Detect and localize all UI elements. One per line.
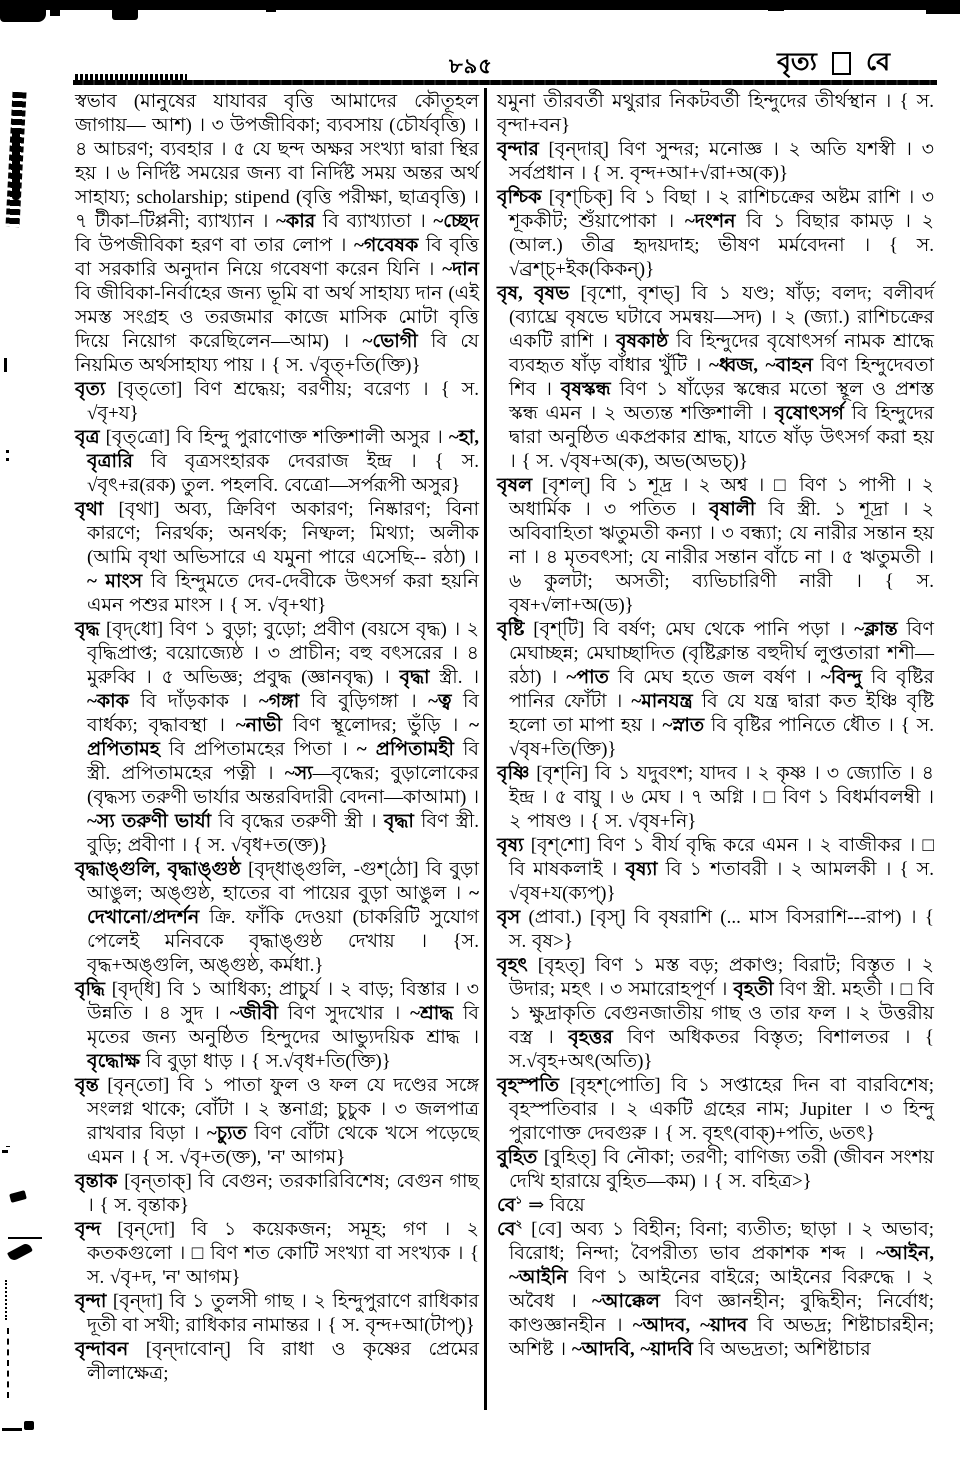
scan-artifact — [5, 1280, 7, 1320]
scan-artifact — [768, 7, 784, 11]
guide-word-end: বে — [865, 49, 890, 76]
right-column — [497, 90, 934, 1362]
scan-artifact — [926, 0, 960, 14]
page-number: ৮৯৫ — [449, 54, 493, 78]
dictionary-entry: বৃস (প্রাবা.) [বৃস্‌] বি বৃষরাশি (... মাস বিসরাশি---রাপ) । { স. বৃষ>} — [497, 907, 934, 952]
dictionary-entry: বৃদ্ধাঙ্গুলি, বৃদ্ধাঙ্গুষ্ঠ [বৃদ্‌ধাঙ্‌গুলি, -গুশ্‌ঠো] বি বুড়া আঙুল; অঙ্গুষ্ঠ, হাতের বা পায়ের বুড়া আঙুল । ~ দেখানো/প্রদর্শন ক্রি. ফাঁকি দেওয়া (চাকরিটি সুযোগ পেলেই মনিবকে বৃদ্ধাঙ্গুষ্ঠ দেখায় । {স. বৃদ্ধ+অঙ্গুলি, অঙ্গুষ্ঠ, কর্মধা.} — [75, 859, 479, 976]
separator-box-icon — [832, 52, 851, 75]
scan-artifact — [4, 358, 7, 372]
header-rule — [73, 80, 937, 85]
entry-continuation: যমুনা তীরবর্তী মথুরার নিকটবর্তী হিন্দুদের তীর্থস্থান । { স. বৃন্দা+বন} — [497, 91, 934, 136]
dictionary-entry: বৃন্দ [বৃন্‌দো] বি ১ কয়েকজন; সমূহ; গণ । ২ কতকগুলো । □ বিণ শত কোটি সংখ্যা বা সংখ্যক । { স. √বৃ+দ, 'ন' আগম} — [75, 1219, 479, 1288]
scan-artifact — [9, 1190, 27, 1203]
dictionary-entry: বৃদ্ধি [বৃদ্‌ধি] বি ১ আধিক্য; প্রাচুর্য । ২ বাড়; বিস্তার । ৩ উন্নতি । ৪ সুদ । ~জীবী বিণ সুদখোর । ~শ্রাদ্ধ বি মৃতের জন্য অনুষ্ঠিত হিন্দুদের আভ্যুদয়িক শ্রাদ্ধ । বৃদ্ধোক্ষ বি বুড়া ধাড় । { স.√বৃধ+তি(ক্তি)} — [75, 979, 479, 1072]
guide-word-start: বৃত্য — [777, 49, 817, 76]
dictionary-entry: বে$^১$ ⇒ বিয়ে — [497, 1194, 585, 1216]
left-column — [75, 90, 479, 1386]
dictionary-entry: বৃষল [বৃশল্‌] বি ১ শূদ্র । ২ অশ্ব । □ বিণ ১ পাপী । ২ অধার্মিক । ৩ পতিত । বৃষালী বি স্ত্রী. ১ শূদ্রা । ২ অবিবাহিতা ঋতুমতী কন্যা । ৩ বন্ধ্যা; যে নারীর সন্তান হয় না । ৪ মৃতবৎসা; যে নারীর সন্তান বাঁচে না । ৫ ঋতুমতী । ৬ কুলটা; অসতী; ব্যভিচারিণী নারী । { স. বৃষ+√লা+অ(ড)} — [497, 475, 934, 616]
scan-artifact — [24, 1421, 34, 1430]
scan-artifact — [12, 128, 20, 200]
scan-artifact — [6, 450, 9, 453]
scan-artifact — [7, 1328, 9, 1398]
scan-artifact — [8, 1237, 42, 1239]
dictionary-entry: বৃত্য [বৃত্‌তো] বিণ শ্রদ্ধেয়; বরণীয়; বরেণ্য । { স. √বৃ+য} — [75, 379, 479, 424]
dictionary-entry: বৃষ, বৃষভ [বৃশো, বৃশভ্‌] বি ১ যণ্ড; ষাঁড়; বলদ; বলীবর্দ (ব্যাঘ্রে বৃষভে ঘটাবে সমন্বয়—সদ) । ২ (জ্যা.) রাশিচক্রের একটি রাশি । বৃষকাষ্ঠ বি হিন্দুদের বৃষোৎসর্গ নামক শ্রাদ্ধে ব্যবহৃত ষাঁড় বাঁধার খুঁটি । ~ধ্বজ, ~বাহন বিণ হিন্দুদেবতা শিব । বৃষস্কন্ধ বিণ ১ ষাঁড়ের স্কন্ধের মতো স্থূল ও প্রশস্ত স্কন্ধ এমন । ২ অত্যন্ত শক্তিশালী । বৃষোৎসর্গ বি হিন্দুদের দ্বারা অনুষ্ঠিত একপ্রকার শ্রাদ্ধ, যাতে ষাঁড় উৎসর্গ করা হয় । { স. √বৃষ+অ(ক), অভ(অভচ্‌)} — [497, 283, 934, 472]
dictionary-entry: বৃহৎ [বৃহত্‌] বিণ ১ মস্ত বড়; প্রকাণ্ড; বিরাট; বিস্তৃত । ২ উদার; মহৎ । ৩ সমারোহপূর্ণ । বৃহতী বিণ স্ত্রী. মহতী । □ বি ১ ক্ষুদ্রাকৃতি বেগুনজাতীয় গাছ ও তার ফল । ২ উত্তরীয় বস্ত্র । বৃহত্তর বিণ অধিকতর বিস্তৃত; বিশালতর । { স.√বৃহ+অৎ(অতি)} — [497, 955, 934, 1072]
dictionary-entry: বৃন্দার [বৃন্‌দার্‌] বিণ সুন্দর; মনোজ্ঞ । ২ অতি যশস্বী । ৩ সর্বপ্রধান । { স. বৃন্দ+আ+√রা+অ(ক)} — [497, 139, 934, 184]
scan-artifact — [2, 1428, 22, 1431]
scan-artifact — [112, 4, 138, 20]
dictionary-entry: বৃন্ত [বৃন্‌তো] বি ১ পাতা ফুল ও ফল যে দণ্ডের সঙ্গে সংলগ্ন থাকে; বোঁটা । ২ স্তনাগ্র; চুচুক । ৩ জলপাত্র রাখবার বিড়া । ~চ্যুত বিণ বোঁটা থেকে খসে পড়েছে এমন । { স. √বৃ+ত(ক্ত), 'ন' আগম} — [75, 1075, 479, 1168]
scan-artifact — [0, 0, 46, 22]
entry-continuation: স্বভাব (মানুষের যাযাবর বৃত্তি আমাদের কৌতূহল জাগায়— আশ) । ৩ উপজীবিকা; ব্যবসায় (চৌর্যবৃত্তি) । ৪ আচরণ; ব্যবহার । ৫ যে ছন্দ অক্ষর সংখ্যা দ্বারা স্থির হয় । ৬ নির্দিষ্ট সময়ের জন্য বা নির্দিষ্ট সময় অন্তর অর্থ সাহায্য; scholarship; stipend (বৃত্তি পরীক্ষা, ছাত্রবৃত্তি) । ৭ টীকা–টিপ্পনী; ব্যাখ্যান । ~কার বি ব্যাখ্যাতা । ~চ্ছেদ বি উপজীবিকা হরণ বা তার লোপ । ~গবেষক বি বৃত্তি বা সরকারি অনুদান নিয়ে গবেষণা করেন যিনি । ~দান বি জীবিকা-নির্বাহের জন্য ভূমি বা অর্থ সাহায্য দান (এই সমস্ত সংগ্রহ ও তরজমার কাজে মাসিক মোটা বৃত্তি দিয়ে নিয়োগ করেছিলেন—আম) । ~ভোগী বি যে নিয়মিত অর্থসাহায্য পায় । { স. √বৃত্+তি(ক্তি)} — [75, 91, 479, 376]
scan-artifact — [50, 10, 60, 16]
dictionary-entry: বে$^২$ [বে] অব্য ১ বিহীন; বিনা; ব্যতীত; ছাড়া । ২ অভাব; বিরোধ; নিন্দা; বৈপরীত্য ভাব প্রকাশক শব্দ । ~আইন, ~আইনি বিণ ১ আইনের বাইরে; আইনের বিরুদ্ধে । ২ অবৈধ । ~আক্কেল বিণ জ্ঞানহীন; বুদ্ধিহীন; নির্বোধ; কাণ্ডজ্ঞানহীন । ~আদব, ~য়াদব বি অভদ্র; শিষ্টাচারহীন; অশিষ্ট । ~আদবি, ~য়াদবি বি অভদ্রতা; অশিষ্টাচার — [497, 1218, 935, 1360]
scan-artifact — [2, 1150, 8, 1153]
scan-artifact — [7, 1242, 33, 1262]
dictionary-entry: বৃন্দাবন [বৃন্‌দাবোন্‌] বি রাধা ও কৃষ্ণের প্রেমের লীলাক্ষেত্র; — [75, 1339, 479, 1384]
dictionary-entry: বৃন্দা [বৃন্‌দা] বি ১ তুলসী গাছ । ২ হিন্দুপুরাণে রাধিকার দূতী বা সখী; রাধিকার নামান্তর । { স. বৃন্দ+আ(টাপ্‌)} — [75, 1291, 479, 1336]
dictionary-entry: বৃষ্টি [বৃশ্‌টি] বি বর্ষণ; মেঘ থেকে পানি পড়া । ~ক্লান্ত বিণ মেঘাচ্ছন্ন; মেঘাচ্ছাদিত (বৃষ্টিক্লান্ত বহুদীর্ঘ লুপ্ততারা শশী—রঠা) । ~পাত বি মেঘ হতে জল বর্ষণ । ~বিন্দু বি বৃষ্টির পানির ফোঁটা । ~মানযন্ত্র বি যে যন্ত্র দ্বারা কত ইঞ্চি বৃষ্টি হলো তা মাপা হয় । ~স্নাত বি বৃষ্টির পানিতে ধৌত । { স. √বৃষ+তি(ক্তি)} — [497, 619, 935, 760]
dictionary-entry: বৃষ্ণি [বৃশ্‌নি] বি ১ যদুবংশ; যাদব । ২ কৃষ্ণ । ৩ জ্যোতি । ৪ ইন্দ্র । ৫ বায়ু । ৬ মেঘ । ৭ অগ্নি । □ বিণ ১ বিধর্মাবলম্বী । ২ পাষণ্ড । { স. √বৃষ+নি} — [497, 763, 934, 832]
dictionary-entry: বুহিত [বুহিত্‌] বি নৌকা; তরণী; বাণিজ্য তরী (জীবন সংশয় দেখি হারায়ে বুহিত—কম) । { স. বহিত্র>} — [497, 1147, 934, 1192]
scan-edge-bar — [0, 0, 960, 10]
dictionary-entry: বৃদ্ধ [বৃদ্‌ধো] বিণ ১ বুড়া; বুড়ো; প্রবীণ (বয়সে বৃদ্ধ) । ২ বৃদ্ধিপ্রাপ্ত; বয়োজ্যেষ্ঠ । ৩ প্রাচীন; বহু বৎসরের । ৪ মুরুব্বি । ৫ অভিজ্ঞ; প্রবুদ্ধ (জ্ঞানবৃদ্ধ) । বৃদ্ধা স্ত্রী. । ~কাক বি দাঁড়কাক । ~গঙ্গা বি বুড়িগঙ্গা । ~ত্ব বি বার্ধক্য; বৃদ্ধাবস্থা । ~নাভী বিণ স্থূলোদর; ভুঁড়ি । ~ প্রপিতামহ বি প্রপিতামহের পিতা । ~ প্রপিতামহী বি স্ত্রী. প্রপিতামহের পত্নী । ~স্য—বৃদ্ধের; বুড়ালোকের (বৃদ্ধস্য তরুণী ভার্যার অন্তরবিদারী বেদনা—কাআমা) । ~স্য তরুণী ভার্যা বি বৃদ্ধের তরুণী স্ত্রী । বৃদ্ধা বিণ স্ত্রী. বুড়ি; প্রবীণা । { স. √বৃধ+ত(ক্ত)} — [75, 619, 479, 856]
dictionary-entry: বৃত্র [বৃত্‌ত্রো] বি হিন্দু পুরাণোক্ত শক্তিশালী অসুর । ~হা, বৃত্রারি বি বৃত্রসংহারক দেবরাজ ইন্দ্র । { স. √বৃৎ+র(রক) তুল. পহলবি. বেত্রো—সর্পরূপী অসুর} — [75, 427, 479, 496]
dictionary-entry: বৃষ্য [বৃশ্‌শো] বিণ ১ বীর্য বৃদ্ধি করে এমন । ২ বাজীকর । □ বি মাষকলাই । বৃষ্যা বি ১ শতাবরী । ২ আমলকী । { স. √বৃষ+য(ক্যপ্‌)} — [497, 835, 934, 904]
guide-words — [777, 42, 890, 85]
dictionary-entry: বৃহস্পতি [বৃহশ্‌পোতি] বি ১ সপ্তাহের দিন বা বারবিশেষ; বৃহস্পতিবার । ২ একটি গ্রহের নাম; Jupiter । ৩ হিন্দু পুরাণোক্ত দেবগুরু । { স. বৃহৎ(বাক্‌)+পতি, ৬তৎ} — [497, 1075, 934, 1144]
dictionary-entry: বৃন্তাক [বৃন্‌তাক্‌] বি বেগুন; তরকারিবিশেষ; বেগুন গাছ । { স. বৃন্তাক} — [75, 1171, 479, 1216]
scan-artifact — [266, 7, 276, 12]
column-divider — [484, 88, 487, 1410]
dictionary-entry: বৃশ্চিক [বৃশ্‌চিক্‌] বি ১ বিছা । ২ রাশিচক্রের অষ্টম রাশি । ৩ শূককীট; শুঁয়াপোকা । ~দংশন বি ১ বিছার কামড় । ২ (আল.) তীব্র হৃদয়দাহ; ভীষণ মর্মবেদনা । { স. √ব্রশ্চ্+ইক(কিকন্‌)} — [497, 187, 934, 280]
dictionary-entry: বৃথা [বৃথা] অব্য, ক্রিবিণ অকারণ; নিষ্কারণ; বিনা কারণে; নিরর্থক; অনর্থক; নিষ্ফল; মিথ্যা; অলীক (আমি বৃথা অভিসারে এ যমুনা পারে এসেছি-- রঠা) । ~ মাংস বি হিন্দুমতে দেব-দেবীকে উৎসর্গ করা হয়নি এমন পশুর মাংস । { স. √বৃ+থা} — [75, 499, 479, 616]
